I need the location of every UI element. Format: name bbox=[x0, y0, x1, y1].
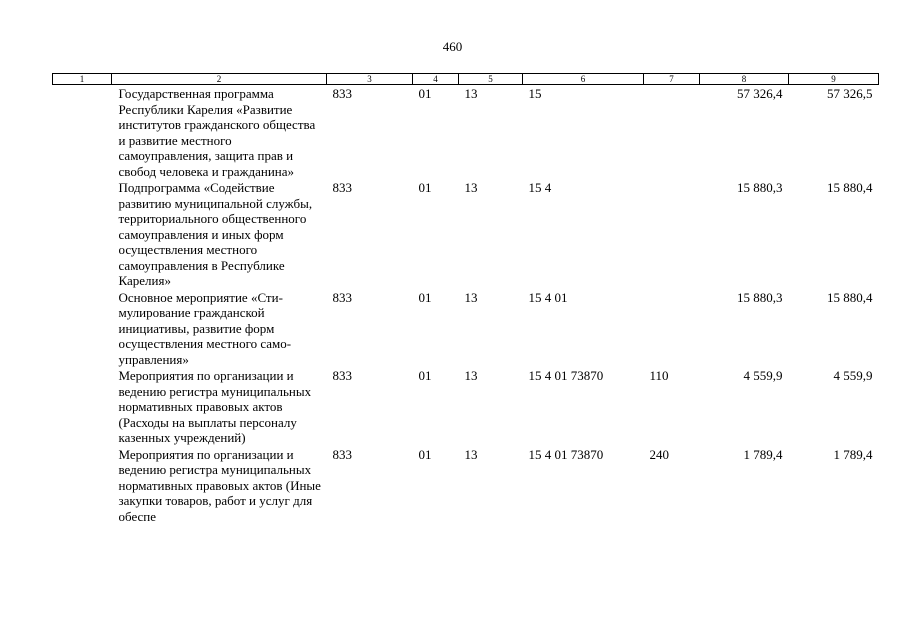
row-amount-1: 1 789,4 bbox=[743, 446, 783, 462]
row-expense-type bbox=[644, 179, 700, 289]
row-name: Основное мероприятие «Стимулирование гражданской инициативы, развитие форм осуществления местного самоуправления» bbox=[118, 289, 292, 367]
column-header-2: 2 bbox=[112, 74, 327, 85]
column-header-5: 5 bbox=[459, 74, 523, 85]
page-number: 460 bbox=[442, 39, 463, 54]
row-target: 15 4 01 bbox=[528, 289, 568, 305]
row-ministry: 833 bbox=[332, 289, 352, 305]
row-amount-1: 15 880,3 bbox=[737, 180, 783, 195]
table-row bbox=[53, 446, 879, 525]
row-expense-type: 110 bbox=[649, 368, 669, 383]
row-ministry: 833 bbox=[332, 368, 352, 383]
table-row bbox=[53, 179, 879, 289]
row-col1 bbox=[53, 85, 112, 180]
column-header-1: 1 bbox=[53, 74, 112, 85]
column-header-4: 4 bbox=[413, 74, 459, 85]
row-col1 bbox=[53, 179, 112, 289]
row-amount-2: 1 789,4 bbox=[833, 446, 873, 462]
row-section: 01 bbox=[418, 446, 432, 462]
table-row bbox=[53, 367, 879, 446]
row-target: 15 4 01 73870 bbox=[528, 368, 604, 383]
row-name: Государственная программа Республики Карелия «Развитие институтов гражданского общества и развитие местного самоуправления, защита прав и свобод человека и гражданина» bbox=[118, 86, 316, 179]
row-amount-2: 4 559,9 bbox=[833, 368, 873, 383]
table-row bbox=[53, 289, 879, 368]
row-ministry: 833 bbox=[332, 180, 352, 195]
row-amount-1: 15 880,3 bbox=[737, 289, 783, 305]
column-number-row bbox=[53, 74, 879, 85]
row-target: 15 bbox=[528, 86, 542, 101]
row-subsection: 13 bbox=[464, 289, 478, 305]
row-ministry: 833 bbox=[332, 86, 352, 101]
column-header-7: 7 bbox=[644, 74, 700, 85]
row-amount-2: 57 326,5 bbox=[827, 86, 873, 101]
row-section: 01 bbox=[418, 86, 432, 101]
row-amount-1: 4 559,9 bbox=[743, 368, 783, 383]
row-amount-2: 15 880,4 bbox=[827, 180, 873, 195]
table-row bbox=[53, 85, 879, 180]
column-header-6: 6 bbox=[523, 74, 644, 85]
row-target: 15 4 bbox=[528, 180, 552, 195]
row-name: Мероприятия по организации и ведению регистра муниципальных нормативных правовых актов (Иные закупки товаров, работ и услуг для обеспе bbox=[118, 446, 321, 524]
row-subsection: 13 bbox=[464, 446, 478, 462]
row-col1 bbox=[53, 289, 112, 368]
budget-table bbox=[52, 73, 879, 524]
row-name: Подпрограмма «Содействие развитию муниципальной службы, территориального общественного самоуправления и иных форм осуществления местного самоуправления в Республике Карелия» bbox=[118, 180, 313, 288]
column-header-8: 8 bbox=[700, 74, 789, 85]
row-expense-type bbox=[644, 289, 700, 368]
column-header-3: 3 bbox=[327, 74, 413, 85]
row-subsection: 13 bbox=[464, 86, 478, 101]
row-col1 bbox=[53, 367, 112, 446]
row-expense-type bbox=[644, 85, 700, 180]
row-col1 bbox=[53, 446, 112, 525]
column-header-9: 9 bbox=[789, 74, 879, 85]
row-amount-2: 15 880,4 bbox=[827, 289, 873, 305]
row-section: 01 bbox=[418, 289, 432, 305]
row-subsection: 13 bbox=[464, 368, 478, 383]
row-section: 01 bbox=[418, 180, 432, 195]
row-name: Мероприятия по организации и ведению регистра муниципальных нормативных правовых актов (Расходы на выплаты персоналу казенных учреждений) bbox=[118, 368, 312, 445]
row-section: 01 bbox=[418, 368, 432, 383]
row-expense-type: 240 bbox=[649, 446, 669, 462]
row-amount-1: 57 326,4 bbox=[737, 86, 783, 101]
row-subsection: 13 bbox=[464, 180, 478, 195]
row-ministry: 833 bbox=[332, 446, 352, 462]
row-target: 15 4 01 73870 bbox=[528, 446, 604, 462]
